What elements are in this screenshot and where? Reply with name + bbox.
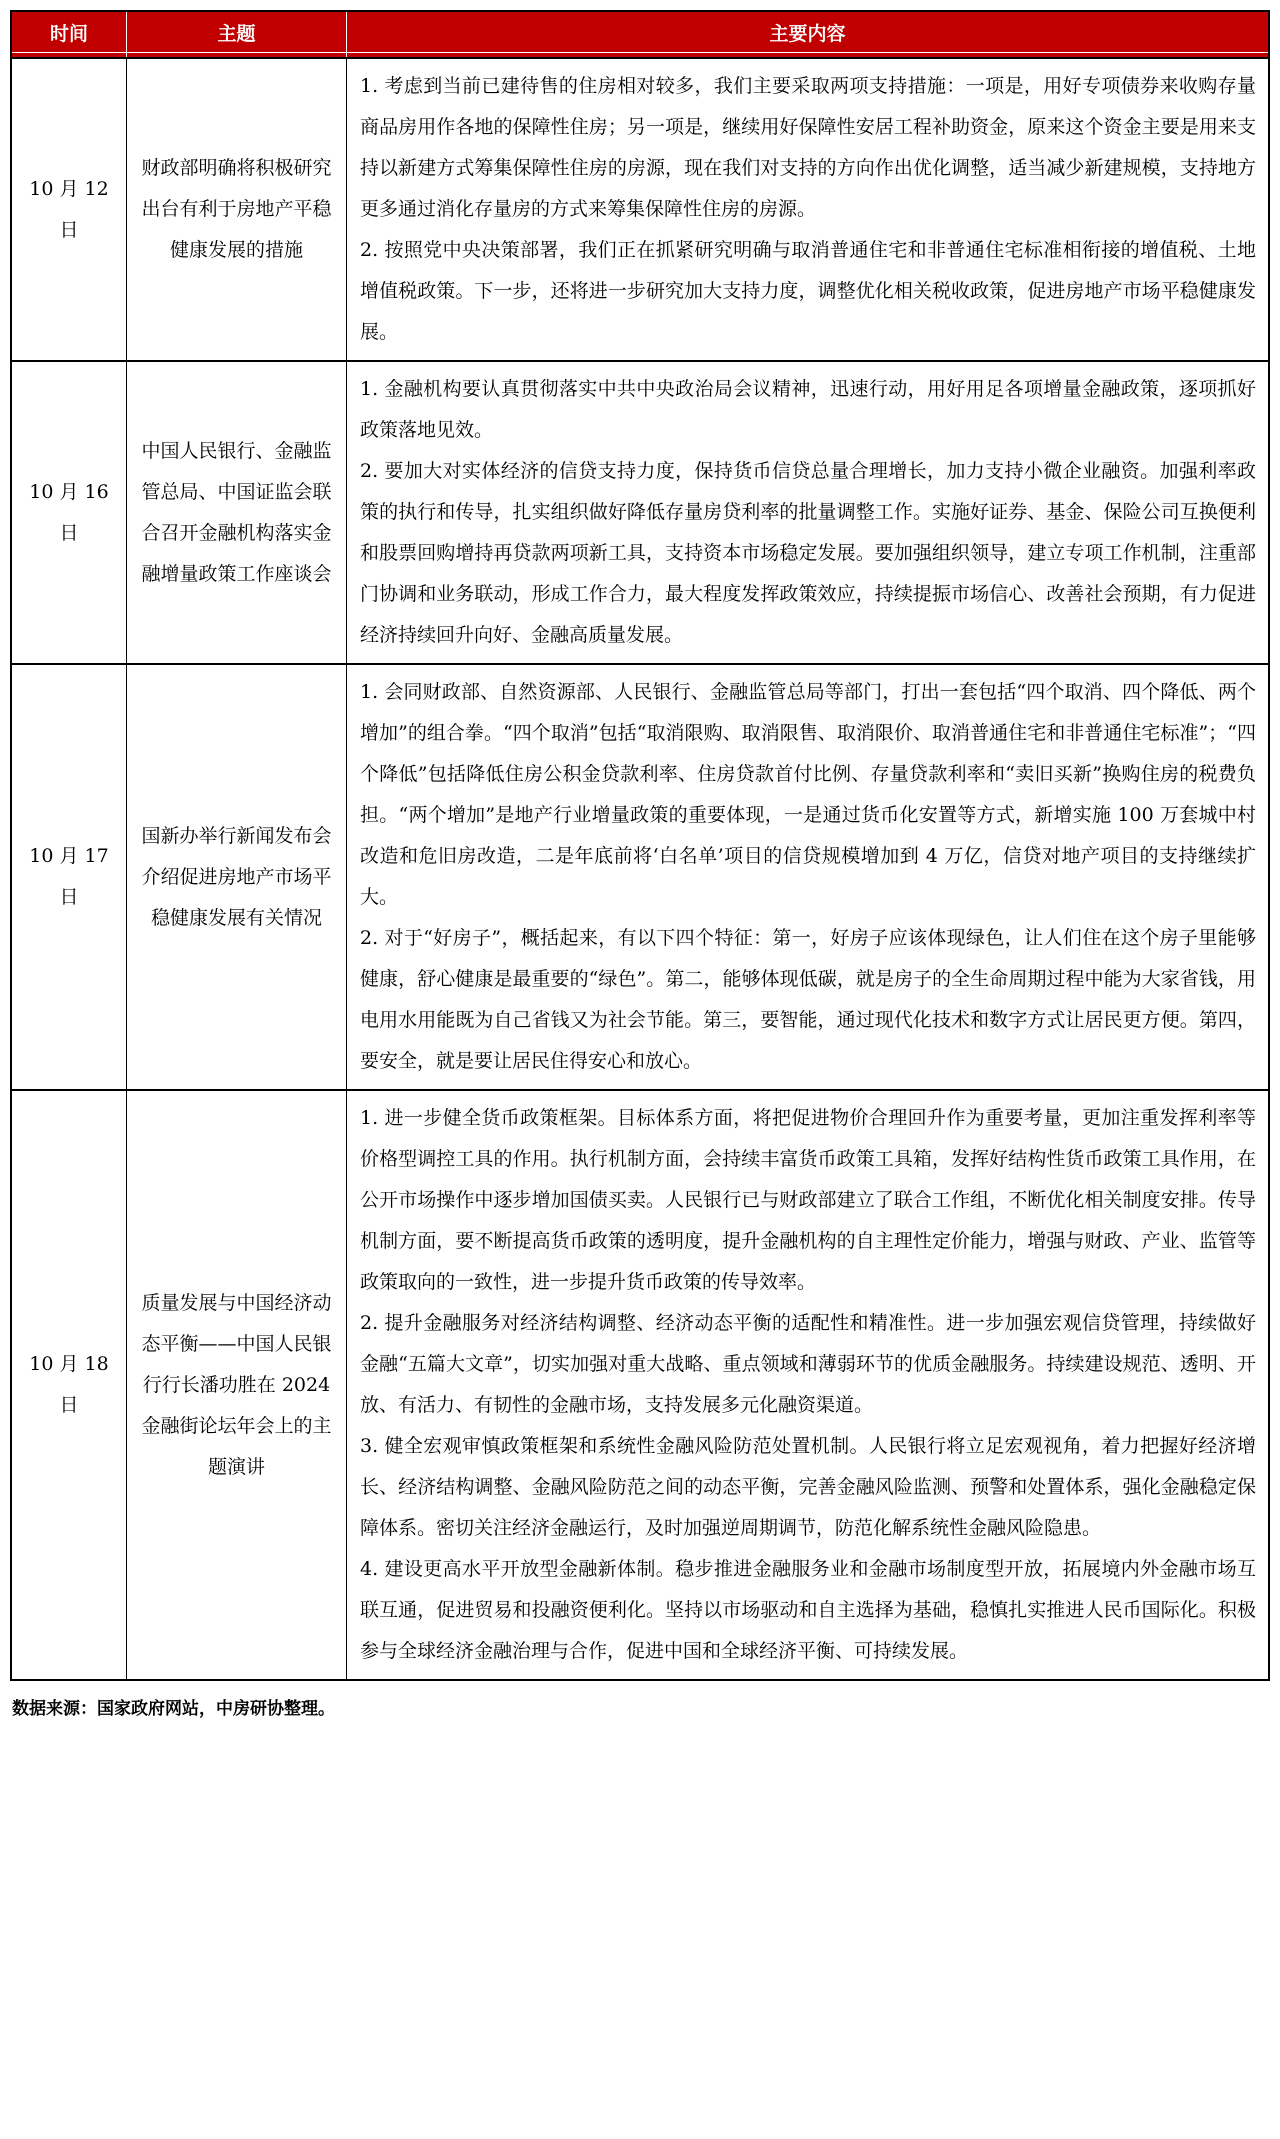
table-row (12, 1089, 1268, 1679)
content-cell (346, 665, 1268, 1089)
source-note: 数据来源：国家政府网站，中房研协整理。 (12, 1699, 335, 1719)
content-cell (346, 59, 1268, 360)
policy-table (10, 10, 1270, 1681)
table-header-row (12, 12, 1268, 57)
content-paragraph: 2. 要加大对实体经济的信贷支持力度，保持货币信贷总量合理增长，加力支持小微企业融资。加强利率政策的执行和传导，扎实组织做好降低存量房贷利率的批量调整工作。实施好证券、基金、保险公司互换便利和股票回购增持再贷款两项新工具，支持资本市场稳定发展。要加强组织领导，建立专项工作机制，注重部门协调和业务联动，形成工作合力，最大程度发挥政策效应，持续提振市场信心、改善社会预期，有力促进经济持续回升向好、金融高质量发展。 (360, 460, 1256, 646)
header-cell-topic: 主题 (126, 12, 346, 57)
content-paragraph: 1. 金融机构要认真贯彻落实中共中央政治局会议精神，迅速行动，用好用足各项增量金融政策，逐项抓好政策落地见效。 (360, 378, 1256, 441)
date-cell: 10 月 16 日 (29, 480, 109, 544)
topic-cell: 国新办举行新闻发布会介绍促进房地产市场平稳健康发展有关情况 (126, 665, 346, 1089)
header-cell-content: 主要内容 (346, 12, 1268, 57)
content-paragraph: 1. 考虑到当前已建待售的住房相对较多，我们主要采取两项支持措施：一项是，用好专项债券来收购存量商品房用作各地的保障性住房；另一项是，继续用好保障性安居工程补助资金，原来这个资金主要是用来支持以新建方式筹集保障性住房的房源，现在我们对支持的方向作出优化调整，适当减少新建规模，支持地方更多通过消化存量房的方式来筹集保障性住房的房源。 (360, 75, 1256, 220)
content-cell (346, 1091, 1268, 1679)
table-row (12, 663, 1268, 1089)
date-cell: 10 月 17 日 (29, 845, 109, 908)
content-paragraph: 2. 按照党中央决策部署，我们正在抓紧研究明确与取消普通住宅和非普通住宅标准相衔接的增值税、土地增值税政策。下一步，还将进一步研究加大支持力度，调整优化相关税收政策，促进房地产市场平稳健康发展。 (360, 239, 1256, 343)
content-paragraph: 2. 提升金融服务对经济结构调整、经济动态平衡的适配性和精准性。进一步加强宏观信贷管理，持续做好金融“五篇大文章”，切实加强对重大战略、重点领域和薄弱环节的优质金融服务。持续建设规范、透明、开放、有活力、有韧性的金融市场，支持发展多元化融资渠道。 (360, 1312, 1256, 1416)
date-cell: 10 月 12 日 (29, 177, 109, 241)
content-paragraph: 1. 进一步健全货币政策框架。目标体系方面，将把促进物价合理回升作为重要考量，更加注重发挥利率等价格型调控工具的作用。执行机制方面，会持续丰富货币政策工具箱，发挥好结构性货币政策工具作用，在公开市场操作中逐步增加国债买卖。人民银行已与财政部建立了联合工作组，不断优化相关制度安排。传导机制方面，要不断提高货币政策的透明度，提升金融机构的自主理性定价能力，增强与财政、产业、监管等政策取向的一致性，进一步提升货币政策的传导效率。 (360, 1107, 1256, 1293)
content-paragraph: 4. 建设更高水平开放型金融新体制。稳步推进金融服务业和金融市场制度型开放，拓展境内外金融市场互联互通，促进贸易和投融资便利化。坚持以市场驱动和自主选择为基础，稳慎扎实推进人民币国际化。积极参与全球经济金融治理与合作，促进中国和全球经济平衡、可持续发展。 (360, 1558, 1256, 1662)
content-paragraph: 3. 健全宏观审慎政策框架和系统性金融风险防范处置机制。人民银行将立足宏观视角，着力把握好经济增长、经济结构调整、金融风险防范之间的动态平衡，完善金融风险监测、预警和处置体系，强化金融稳定保障体系。密切关注经济金融运行，及时加强逆周期调节，防范化解系统性金融风险隐患。 (360, 1435, 1256, 1539)
content-paragraph: 2. 对于“好房子”，概括起来，有以下四个特征：第一，好房子应该体现绿色，让人们住在这个房子里能够健康，舒心健康是最重要的“绿色”。第二，能够体现低碳，就是房子的全生命周期过程中能为大家省钱，用电用水用能既为自己省钱又为社会节能。第三，要智能，通过现代化技术和数字方式让居民更方便。第四，要安全，就是要让居民住得安心和放心。 (360, 927, 1256, 1072)
header-cell-time: 时间 (12, 12, 126, 57)
content-paragraph: 1. 会同财政部、自然资源部、人民银行、金融监管总局等部门，打出一套包括“四个取消、四个降低、两个增加”的组合拳。“四个取消”包括“取消限购、取消限售、取消限价、取消普通住宅和非普通住宅标准”；“四个降低”包括降低住房公积金贷款利率、住房贷款首付比例、存量贷款利率和“卖旧买新”换购住房的税费负担。“两个增加”是地产行业增量政策的重要体现，一是通过货币化安置等方式，新增实施 100 万套城中村改造和危旧房改造，二是年底前将‘白名单’项目的信贷规模增加到 4 万亿，信贷对地产项目的支持继续扩大。 (360, 681, 1256, 908)
topic-cell: 中国人民银行、金融监管总局、中国证监会联合召开金融机构落实金融增量政策工作座谈会 (126, 362, 346, 663)
topic-cell: 财政部明确将积极研究出台有利于房地产平稳健康发展的措施 (126, 59, 346, 360)
table-row (12, 360, 1268, 663)
table-row (12, 57, 1268, 360)
topic-cell: 质量发展与中国经济动态平衡——中国人民银行行长潘功胜在 2024 金融街论坛年会上的主题演讲 (126, 1091, 346, 1679)
content-cell (346, 362, 1268, 663)
date-cell: 10 月 18 日 (29, 1353, 109, 1416)
